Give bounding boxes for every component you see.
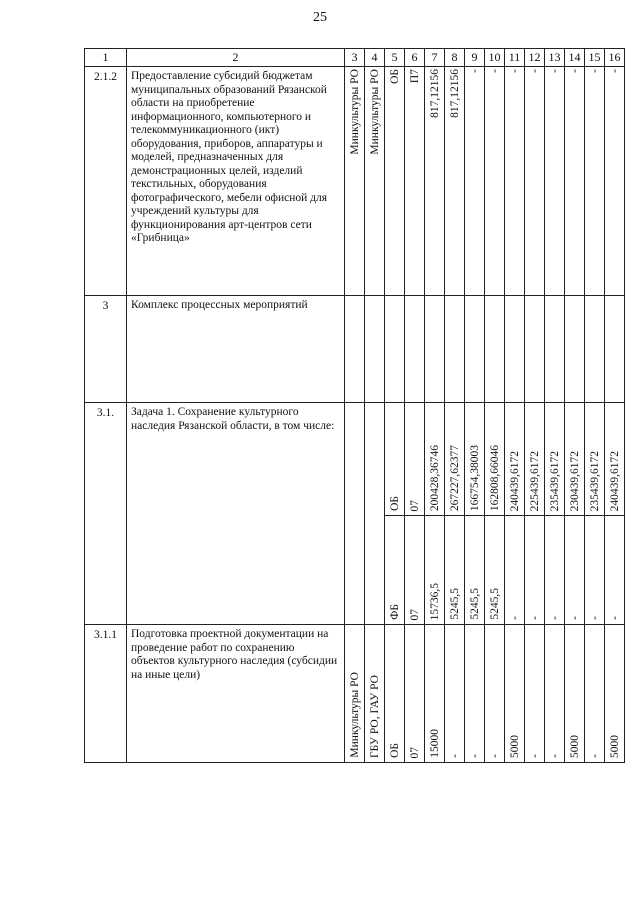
value-cell: 15000 bbox=[428, 729, 441, 758]
value-cell: - bbox=[528, 616, 541, 620]
header-row bbox=[85, 49, 625, 67]
value-cell: 15736,5 bbox=[428, 582, 441, 620]
header-cell: 3 bbox=[345, 49, 365, 67]
value-cell: 162808,66046 bbox=[488, 444, 501, 511]
value-cell: 267227,62377 bbox=[448, 444, 461, 511]
value-cell: 200428,36746 bbox=[428, 444, 441, 511]
budget-source: ФБ bbox=[388, 604, 401, 620]
value-cell: 5000 bbox=[568, 735, 581, 758]
value-cell: 5000 bbox=[608, 735, 621, 758]
value-cell: - bbox=[468, 754, 481, 758]
value-cell: - bbox=[588, 754, 601, 758]
co-executor: Минкультуры РО bbox=[368, 69, 381, 155]
value-cell: - bbox=[608, 69, 621, 73]
value-cell: 240439,6172 bbox=[608, 450, 621, 511]
header-cell: 12 bbox=[525, 49, 545, 67]
budget-source: ОБ bbox=[388, 69, 401, 84]
co-executor: ГБУ РО, ГАУ РО bbox=[368, 674, 381, 758]
row-description: Предоставление субсидий бюджетам муниципальных образований Рязанской области на приобретение информационного, компьютерного и телекоммуникационного (икт) оборудования, приборов, аппаратуры и моделей, предназначенных для демонстрационных целей, изделий текстильных, оборудования фотографического, мебели офисной для учреждений культуры для функционирования арт-центров сети «Грибница» bbox=[127, 67, 345, 296]
header-cell: 11 bbox=[505, 49, 525, 67]
value-cell: - bbox=[508, 616, 521, 620]
row-description: Комплекс процессных мероприятий bbox=[127, 296, 345, 403]
value-cell: 230439,6172 bbox=[568, 450, 581, 511]
table-row bbox=[85, 625, 625, 763]
budget-source: ОБ bbox=[388, 743, 401, 758]
header-cell: 2 bbox=[127, 49, 345, 67]
header-cell: 5 bbox=[385, 49, 405, 67]
value-cell: 235439,6172 bbox=[588, 450, 601, 511]
row-number: 3.1.1 bbox=[85, 625, 127, 763]
table-row bbox=[85, 67, 625, 296]
row-description: Подготовка проектной документации на проведение работ по сохранению объектов культурного наследия (субсидии на иные цели) bbox=[127, 625, 345, 763]
table-row bbox=[85, 296, 625, 403]
value-cell: - bbox=[528, 69, 541, 73]
budget-code: 07 bbox=[408, 608, 421, 620]
row-description: Задача 1. Сохранение культурного наследия Рязанской области, в том числе: bbox=[127, 403, 345, 625]
value-cell: 5245,5 bbox=[488, 588, 501, 620]
value-cell: 166754,38003 bbox=[468, 444, 481, 511]
value-cell: 5000 bbox=[508, 735, 521, 758]
value-cell: 817,12156 bbox=[428, 69, 441, 118]
header-cell: 7 bbox=[425, 49, 445, 67]
budget-source: ОБ bbox=[388, 496, 401, 511]
header-cell: 16 bbox=[605, 49, 625, 67]
row-number: 2.1.2 bbox=[85, 67, 127, 296]
value-cell: - bbox=[468, 69, 481, 73]
header-cell: 9 bbox=[465, 49, 485, 67]
header-cell: 13 bbox=[545, 49, 565, 67]
value-cell: 5245,5 bbox=[468, 588, 481, 620]
responsible-executor: Минкультуры РО bbox=[348, 69, 361, 155]
value-cell: - bbox=[528, 754, 541, 758]
value-cell: - bbox=[548, 754, 561, 758]
budget-code: П7 bbox=[408, 69, 421, 84]
value-cell: - bbox=[448, 754, 461, 758]
row-number: 3.1. bbox=[85, 403, 127, 625]
value-cell: - bbox=[508, 69, 521, 73]
row-number: 3 bbox=[85, 296, 127, 403]
value-cell: - bbox=[588, 69, 601, 73]
value-cell: - bbox=[548, 616, 561, 620]
header-cell: 14 bbox=[565, 49, 585, 67]
responsible-executor: Минкультуры РО bbox=[348, 672, 361, 758]
value-cell: - bbox=[488, 754, 501, 758]
header-cell: 6 bbox=[405, 49, 425, 67]
budget-code: 07 bbox=[408, 746, 421, 758]
value-cell: 5245,5 bbox=[448, 588, 461, 620]
header-cell: 4 bbox=[365, 49, 385, 67]
value-cell: 817,12156 bbox=[448, 69, 461, 118]
page-number: 25 bbox=[313, 10, 327, 25]
value-cell: 225439,6172 bbox=[528, 450, 541, 511]
value-cell: - bbox=[488, 69, 501, 73]
value-cell: - bbox=[548, 69, 561, 73]
value-cell: - bbox=[588, 616, 601, 620]
header-cell: 10 bbox=[485, 49, 505, 67]
header-cell: 8 bbox=[445, 49, 465, 67]
value-cell: - bbox=[568, 616, 581, 620]
header-cell: 1 bbox=[85, 49, 127, 67]
value-cell: - bbox=[608, 616, 621, 620]
budget-code: 07 bbox=[408, 499, 421, 511]
program-table bbox=[84, 48, 625, 763]
value-cell: 235439,6172 bbox=[548, 450, 561, 511]
header-cell: 15 bbox=[585, 49, 605, 67]
value-cell: - bbox=[568, 69, 581, 73]
table-row bbox=[85, 403, 625, 516]
value-cell: 240439,6172 bbox=[508, 450, 521, 511]
